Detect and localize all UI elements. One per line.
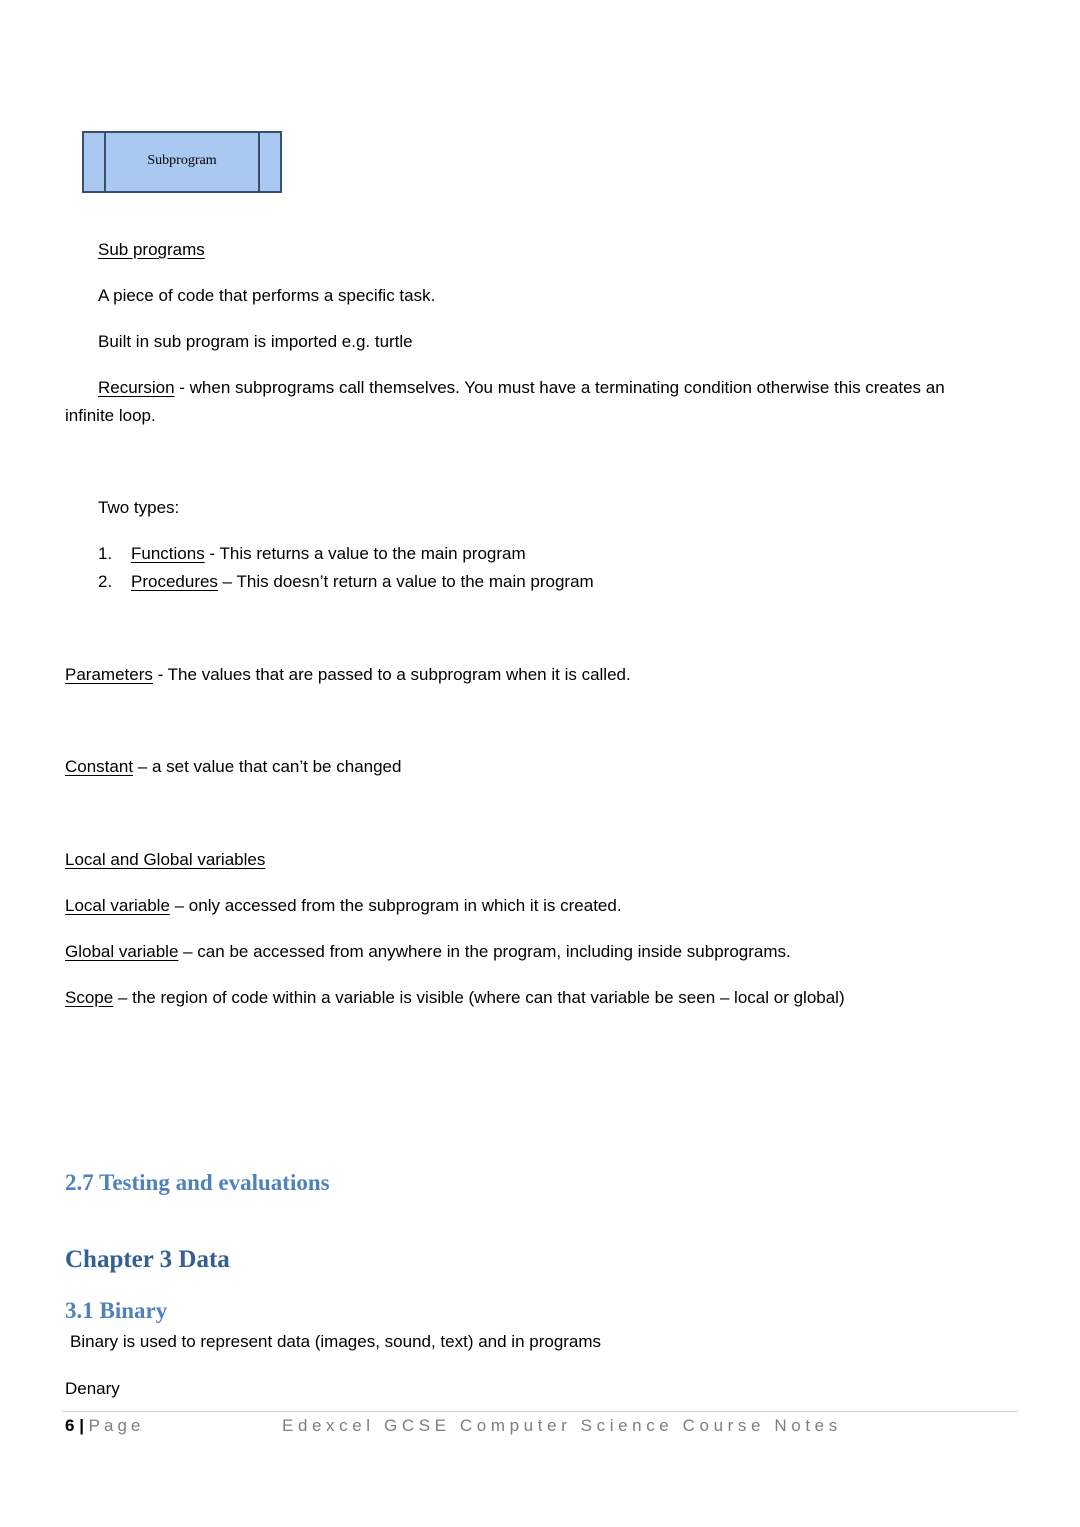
- global-variable-term: Global variable: [65, 942, 179, 961]
- page-number-value: 6: [65, 1416, 75, 1435]
- functions-text: - This returns a value to the main program: [204, 544, 526, 563]
- binary-text: Binary is used to represent data (images, sound, text) and in programs: [70, 1332, 602, 1351]
- recursion-text: - when subprograms call themselves. You must have a terminating condition otherwise this creates an: [174, 378, 945, 397]
- procedures-text: – This doesn’t return a value to the main program: [217, 572, 594, 591]
- binary-heading: 3.1 Binary: [65, 1298, 168, 1323]
- global-variable-text: – can be accessed from anywhere in the program, including inside subprograms.: [178, 942, 791, 961]
- subprogram-definition: A piece of code that performs a specific task.: [98, 286, 436, 305]
- course-title: Edexcel GCSE Computer Science Course Notes: [282, 1416, 842, 1435]
- list-item: [98, 571, 594, 593]
- page-word: Page: [88, 1416, 145, 1435]
- local-variable-line: [65, 895, 622, 917]
- chapter3-heading: Chapter 3 Data: [65, 1246, 230, 1273]
- parameters-line: [65, 664, 631, 686]
- page-number: [65, 1416, 144, 1436]
- list-number: 2.: [98, 572, 113, 591]
- constant-line: [65, 756, 401, 778]
- procedures-term: Procedures: [131, 572, 218, 591]
- constant-text: – a set value that can’t be changed: [133, 757, 402, 776]
- list-item: [98, 543, 526, 565]
- local-variable-text: – only accessed from the subprogram in which it is created.: [169, 896, 622, 915]
- sub-programs-heading: Sub programs: [98, 240, 205, 259]
- footer-divider: [62, 1411, 1018, 1412]
- testing-heading: 2.7 Testing and evaluations: [65, 1170, 330, 1195]
- constant-term: Constant: [65, 757, 134, 776]
- global-variable-line: [65, 941, 791, 963]
- functions-term: Functions: [131, 544, 205, 563]
- two-types-label: Two types:: [98, 498, 180, 517]
- list-number: 1.: [98, 544, 113, 563]
- subprogram-symbol: [82, 131, 282, 193]
- variables-heading: Local and Global variables: [65, 850, 266, 869]
- recursion-term: Recursion: [98, 378, 175, 397]
- recursion-line: [98, 377, 945, 399]
- parameters-text: - The values that are passed to a subprogram when it is called.: [152, 665, 631, 684]
- recursion-text-cont: infinite loop.: [65, 406, 156, 425]
- scope-line: [65, 987, 845, 1009]
- scope-text: – the region of code within a variable is visible (where can that variable be seen – local or global): [113, 988, 845, 1007]
- parameters-term: Parameters: [65, 665, 153, 684]
- scope-term: Scope: [65, 988, 114, 1007]
- page-separator: |: [74, 1416, 89, 1435]
- denary-heading: Denary: [65, 1379, 120, 1398]
- subprogram-label: Subprogram: [147, 153, 217, 168]
- builtin-subprogram-text: Built in sub program is imported e.g. turtle: [98, 332, 413, 351]
- local-variable-term: Local variable: [65, 896, 170, 915]
